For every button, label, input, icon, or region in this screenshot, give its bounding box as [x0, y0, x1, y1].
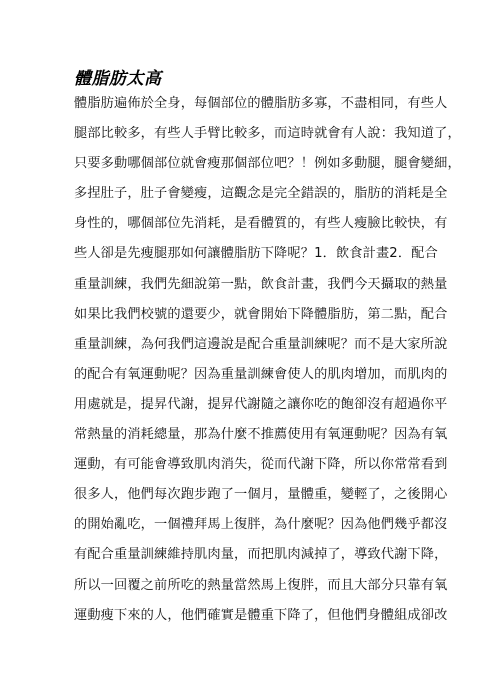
body-line: 腿部比較多，有些人手臂比較多，而這時就會有人說：我知道了，: [74, 126, 461, 142]
body-line: 體脂肪遍佈於全身，每個部位的體脂肪多寡，不盡相同，有些人: [74, 96, 448, 111]
body-line: 身性的，哪個部位先消耗，是看體質的，有些人瘦臉比較快，有: [74, 216, 448, 232]
body-line: 運動，有可能會導致肌肉消失，從而代謝下降，所以你常常看到: [74, 457, 448, 473]
body-line: 用處就是，提昇代謝，提昇代謝隨之讓你吃的飽卻沒有超過你平: [74, 396, 448, 412]
body-line: 重量訓練，為何我們這邊說是配合重量訓練呢？而不是大家所說: [74, 336, 448, 352]
document-title: 體脂肪太高: [74, 69, 162, 89]
body-line: 重量訓練，我們先細說第一點，飲食計畫，我們今天攝取的熱量: [74, 276, 448, 292]
body-line: 常熱量的消耗總量，那為什麼不推薦使用有氧運動呢？因為有氧: [74, 427, 448, 443]
body-line: 的開始亂吃，一個禮拜馬上復胖，為什麼呢？因為他們幾乎都沒: [74, 517, 448, 533]
body-line: 所以一回覆之前所吃的熱量當然馬上復胖，而且大部分只靠有氧: [74, 577, 448, 593]
body-line: 如果比我們校號的還要少，就會開始下降體脂肪，第二點，配合: [74, 306, 448, 322]
body-line: 的配合有氧運動呢？因為重量訓練會使人的肌肉增加，而肌肉的: [74, 366, 448, 382]
body-line: 只要多動哪個部位就會瘦那個部位吧？！例如多動腿，腿會變細，: [74, 156, 461, 172]
body-line: 多捏肚子，肚子會變瘦，這觀念是完全錯誤的，脂肪的消耗是全: [74, 186, 448, 202]
body-line: 運動瘦下來的人，他們確實是體重下降了，但他們身體組成卻改: [74, 607, 448, 623]
body-line: 很多人，他們每次跑步跑了一個月，量體重，變輕了，之後開心: [74, 487, 448, 503]
document-body: [74, 95, 461, 637]
body-line: 有配合重量訓練維持肌肉量，而把肌肉減掉了，導致代謝下降，: [74, 547, 448, 563]
body-line: 些人卻是先瘦腿那如何讓體脂肪下降呢？1．飲食計畫2．配合: [74, 246, 438, 262]
